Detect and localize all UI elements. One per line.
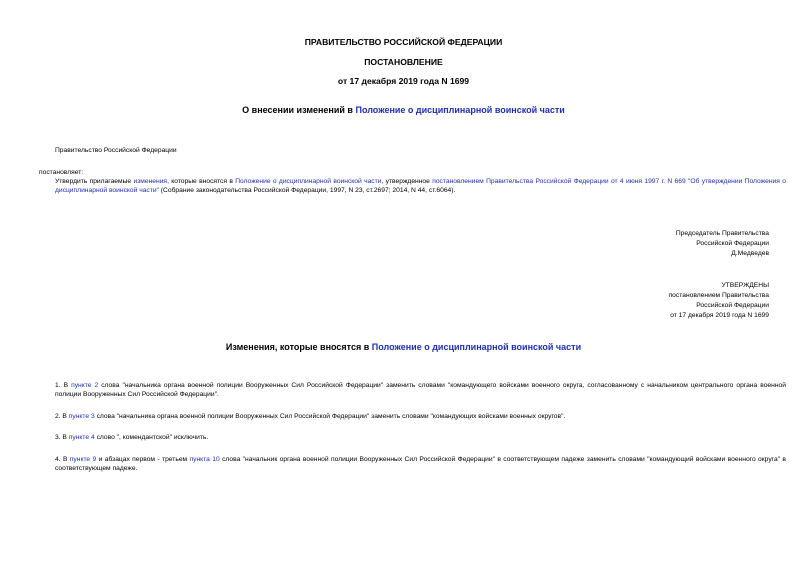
item1-text-1: 1. В [55,382,72,389]
approved-line-3: Российской Федерации [696,302,769,309]
approved-line-1: УТВЕРЖДЕНЫ [721,282,769,289]
signature-block [676,229,769,259]
p1-text-4: (Собрание законодательства Российской Федерации, 1997, N 23, ст.2697; 2014, N 44, ст.6064). [158,187,456,195]
approved-line-2: постановлением Правительства [668,292,769,299]
resolves-line: постановляет: [39,169,84,176]
item4-link-point-9[interactable]: пункте 9 [69,456,97,463]
header-date-number: от 17 декабря 2019 года N 1699 [337,76,470,86]
p1-link-decree[interactable]: постановлением Правительства Российской Федерации от 4 июня 1997 г. N 669 "Об утверждении Положения о дисциплинарной воинской части" [55,178,786,195]
item1-text-2: слова "начальника органа военной полиции Вооруженных Сил Российской Федерации" заменить словами "командующего войсками военного округа, согласованному с начальником центрального органа военной полиции Вооруженных Сил Российской Федерации". [55,382,786,399]
approved-line-4: от 17 декабря 2019 года N 1699 [670,312,769,319]
item3-text-1: 3. В [55,434,69,441]
changes-title-prefix: Изменения, которые вносятся в [225,342,372,352]
change-item-3 [39,433,786,442]
header-doc-type: ПОСТАНОВЛЕНИЕ [364,57,443,67]
p1-text-2: , которые вносятся в [167,178,236,185]
government-line: Правительство Российской Федерации [55,147,177,154]
approved-block [669,281,769,321]
signature-line-3: Д.Медведев [731,250,769,257]
item3-text-2: слово ", комендантской" исключить. [94,434,209,441]
p1-link-changes[interactable]: изменения [133,178,168,185]
change-item-1 [39,381,786,400]
signature-line-2: Российской Федерации [696,240,769,247]
change-item-2 [39,412,786,421]
changes-title [0,342,807,352]
p1-link-regulation[interactable]: Положение о дисциплинарной воинской части [235,178,382,185]
p1-text-1: Утвердить прилагаемые [55,178,134,185]
document-title [0,105,807,115]
item1-link-point-2[interactable]: пункте 2 [71,382,99,389]
item4-link-point-10[interactable]: пункта 10 [189,456,220,463]
document-title-link[interactable]: Положение о дисциплинарной воинской части [355,105,565,115]
change-item-4 [39,455,786,474]
p1-text-3: , утвержденное [381,178,433,185]
item3-link-point-4[interactable]: пункте 4 [68,434,95,441]
item2-link-point-3[interactable]: пункте 3 [68,413,95,420]
changes-title-link[interactable]: Положение о дисциплинарной воинской части [371,342,582,352]
item2-text-2: слова "начальника органа военной полиции Вооруженных Сил Российской Федерации" заменить словами "командующих войсками военных округов". [94,413,566,420]
resolution-paragraph [39,177,786,196]
item4-text-2: и абзацах первом - третьем [96,456,190,463]
header-government: ПРАВИТЕЛЬСТВО РОССИЙСКОЙ ФЕДЕРАЦИИ [304,37,503,47]
document-title-prefix: О внесении изменений в [242,105,356,115]
item4-text-3: слова "начальник органа военной полиции Вооруженных Сил Российской Федерации" в соответствующем падеже заменить словами "командующий войсками военного округа" в соответствующем падеже. [55,456,786,473]
item2-text-1: 2. В [55,413,69,420]
signature-line-1: Председатель Правительства [675,230,769,237]
item4-text-1: 4. В [55,456,70,463]
